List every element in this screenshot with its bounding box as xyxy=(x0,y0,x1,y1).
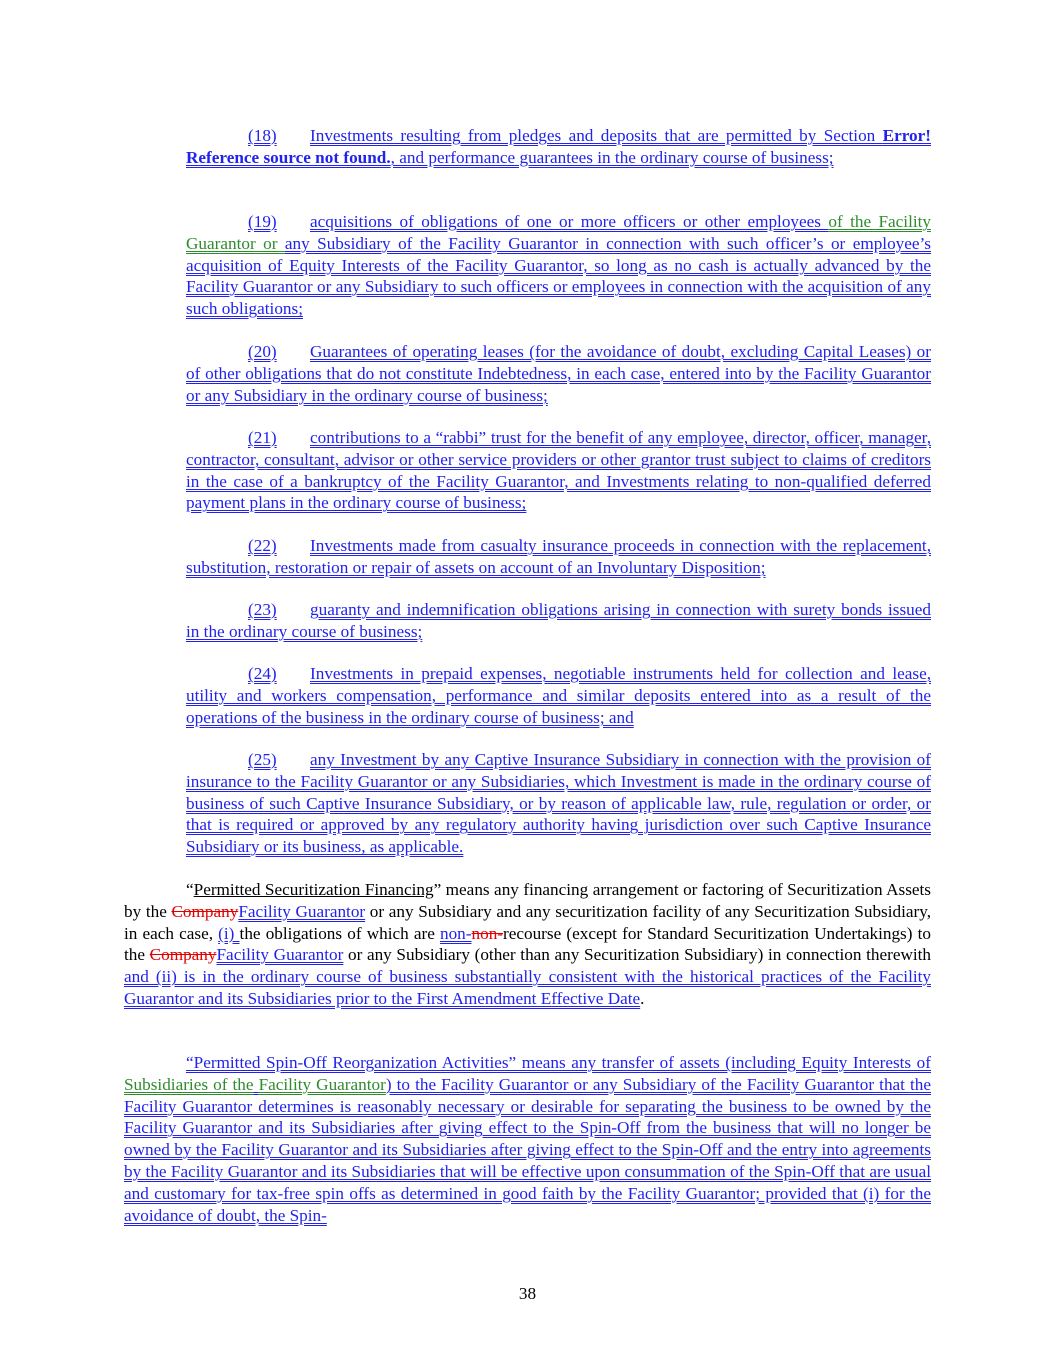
definition-text: or any Subsidiary and any securitization facility of any Securitization Subsidiary, in each case, xyxy=(124,901,932,943)
clause-24 xyxy=(186,663,931,728)
definition-permitted-securitization-financing xyxy=(124,879,931,1010)
clause-number: (21) xyxy=(248,428,277,447)
clause-number: (18) xyxy=(248,126,277,145)
inserted-text: (i) xyxy=(218,923,240,943)
inserted-text: Facility Guarantor xyxy=(238,901,366,921)
clause-text: any Subsidiary of the Facility Guarantor in connection with such officer’s or employee’s acquisition of Equity Interests of the Facility Guarantor, so long as no cash is actually advanced by the Facility Guarantor or any Subsidiary to such officers or employees in connection with the acquisition of any such obligations; xyxy=(186,233,931,319)
definition-text: recourse (except for Standard Securitization Undertakings) to the xyxy=(124,923,931,965)
defined-term: Permitted Securitization Financing xyxy=(193,880,434,899)
deleted-text: Company xyxy=(171,901,239,921)
clause-text: , and performance guarantees in the ordinary course of business; xyxy=(390,147,834,167)
clause-number: (24) xyxy=(248,664,277,683)
clause-21 xyxy=(186,427,931,514)
clause-text: Investments resulting from pledges and deposits that are permitted by Section xyxy=(310,126,883,145)
moved-text: Subsidiaries of the xyxy=(124,1074,254,1094)
clause-number: (19) xyxy=(248,212,277,231)
inserted-text: and (ii) is in the ordinary course of business substantially consistent with the historical practices of the Facility Guarantor and its Subsidiaries prior to the First Amendment Effective Date xyxy=(124,967,931,1008)
clause-22 xyxy=(186,535,931,579)
clause-text: Investments made from casualty insurance proceeds in connection with the replacement, substitution, restoration or repair of assets on account of an Involuntary Disposition; xyxy=(186,536,931,577)
definition-text: . xyxy=(640,988,645,1008)
inserted-text: “Permitted Spin-Off Reorganization Activities” means any transfer of assets (including Equity Interests of xyxy=(186,1053,931,1072)
definition-text: ” means any financing arrangement or factoring of Securitization Assets by the xyxy=(124,880,931,921)
clause-25 xyxy=(186,749,931,858)
clause-number: (22) xyxy=(248,536,277,555)
inserted-text: Facility Guarantor xyxy=(216,945,344,965)
definition-text: or any Subsidiary (other than any Securitization Subsidiary) in connection therewith xyxy=(343,945,931,965)
clause-18 xyxy=(186,125,931,169)
clause-23 xyxy=(186,599,931,643)
moved-text: Facility Guarantor xyxy=(258,1074,386,1094)
clause-19 xyxy=(186,211,931,320)
deleted-text: Company xyxy=(149,945,217,965)
clause-number: (20) xyxy=(248,342,277,361)
moved-text: of the Facility Guarantor or xyxy=(186,212,931,253)
clause-text: Investments in prepaid expenses, negotiable instruments held for collection and lease, utility and workers compensation, performance and similar deposits entered into as a result of the operations of the business in the ordinary course of business; and xyxy=(186,664,931,727)
clause-text: guaranty and indemnification obligations arising in connection with surety bonds issued in the ordinary course of business; xyxy=(186,600,931,641)
definition-permitted-spin-off-reorganization-activities xyxy=(124,1052,931,1226)
clause-text: acquisitions of obligations of one or more officers or other employees xyxy=(310,212,829,231)
page-number: 38 xyxy=(518,1284,537,1303)
clause-number: (23) xyxy=(248,600,277,619)
clause-text: any Investment by any Captive Insurance Subsidiary in connection with the provision of insurance to the Facility Guarantor or any Subsidiaries, which Investment is made in the ordinary course of business of such Captive Insurance Subsidiary, or by reason of applicable law, rule, regulation or order, or that is required or approved by any regulatory authority having jurisdiction over such Captive Insurance Subsidiary or its business, as applicable. xyxy=(186,750,931,857)
clause-text: contributions to a “rabbi” trust for the benefit of any employee, director, officer, manager, contractor, consultant, advisor or other service providers or other grantor trust subject to claims of creditors in the case of a bankruptcy of the Facility Guarantor, and Investments relating to non-qualified deferred payment plans in the ordinary course of business; xyxy=(186,428,931,513)
deleted-text: non- xyxy=(471,923,504,943)
clause-20 xyxy=(186,341,931,406)
reference-error: Error! Reference source not found. xyxy=(186,126,931,167)
clause-text: Guarantees of operating leases (for the avoidance of doubt, excluding Capital Leases) or of other obligations that do not constitute Indebtedness, in each case, entered into by the Facility Guarantor or any Subsidiary in the ordinary course of business; xyxy=(186,342,931,405)
inserted-text: non- xyxy=(439,923,472,943)
clause-number: (25) xyxy=(248,750,277,769)
quote-mark: “ xyxy=(186,880,194,899)
definition-text: the obligations of which are xyxy=(239,923,440,943)
inserted-text: ) to the Facility Guarantor or any Subsidiary of the Facility Guarantor that the Facility Guarantor determines is reasonably necessary or desirable for separating the business to be owned by the Facility Guarantor and its Subsidiaries after giving effect to the Spin-Off from the business that will no longer be owned by the Facility Guarantor and its Subsidiaries after giving effect to the Spin-Off and the entry into agreements by the Facility Guarantor and its Subsidiaries that will be effective upon consummation of the Spin-Off that are usual and customary for tax-free spin offs as determined in good faith by the Facility Guarantor; provided that (i) for the avoidance of doubt, the Spin- xyxy=(124,1074,932,1225)
